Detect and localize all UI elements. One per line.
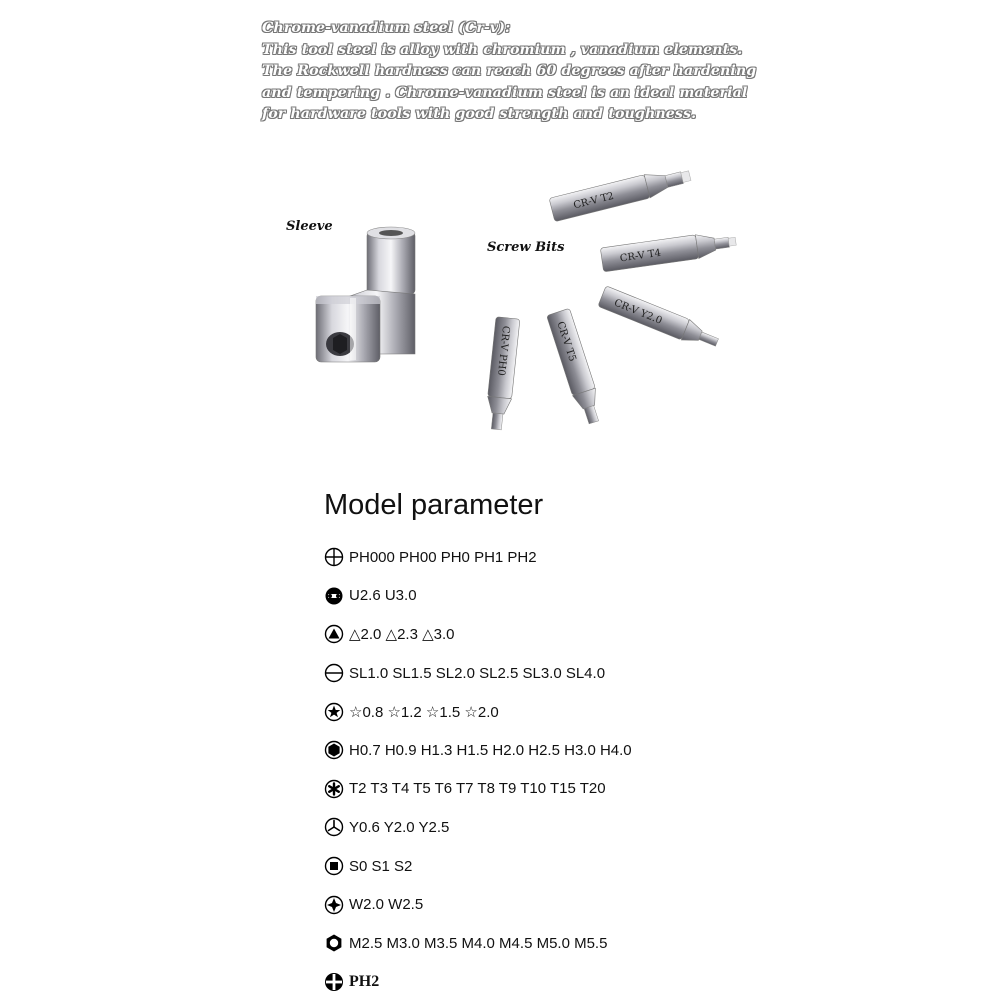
model-parameter-section	[324, 488, 824, 1001]
intro-line: Chrome-vanadium steel (Cr-v):	[262, 20, 511, 36]
intro-line: and tempering . Chrome-vanadium steel is an ideal material	[262, 84, 748, 101]
screw-bit-y2	[598, 286, 721, 353]
param-values: SL1.0 SL1.5 SL2.0 SL2.5 SL3.0 SL4.0	[349, 664, 606, 682]
intro-line: The Rockwell hardness can reach 60 degrees after hardening	[262, 63, 757, 79]
square-icon	[324, 856, 344, 876]
screw-bit-ph0	[484, 317, 520, 431]
phillips-icon	[324, 547, 344, 567]
triangle-icon	[324, 624, 344, 644]
param-values: U2.6 U3.0	[349, 587, 417, 605]
param-row-u-type	[324, 577, 824, 616]
bit-engraving: CR-V T2	[572, 190, 616, 212]
screw-bits-label: Screw Bits	[487, 240, 565, 255]
slotted-icon	[324, 663, 344, 683]
tri-wing-icon	[324, 817, 344, 837]
param-row-torx	[324, 770, 824, 809]
pentalobe-icon	[324, 702, 344, 722]
torx-icon	[324, 779, 344, 799]
param-row-hex	[324, 731, 824, 770]
four-wing-icon	[324, 895, 344, 915]
intro-line: This tool steel is alloy with chromium , vanadium elements.	[262, 41, 743, 58]
screw-bit-t2	[549, 164, 693, 222]
param-values: T2 T3 T4 T5 T6 T7 T8 T9 T10 T15 T20	[349, 780, 606, 798]
bit-engraving: CR-V T4	[619, 247, 662, 265]
screw-bit-t4	[600, 229, 737, 272]
param-row-phillips	[324, 538, 824, 577]
param-values: H0.7 H0.9 H1.3 H1.5 H2.0 H2.5 H3.0 H4.0	[349, 741, 632, 759]
param-values: △2.0 △2.3 △3.0	[349, 626, 455, 644]
product-photo	[0, 0, 1000, 460]
param-row-ph2	[324, 963, 824, 1001]
param-row-hex-socket	[324, 924, 824, 963]
section-title: Model parameter	[324, 489, 544, 521]
sleeve-label: Sleeve	[286, 219, 333, 234]
param-values: M2.5 M3.0 M3.5 M4.0 M4.5 M5.0 M5.5	[349, 934, 608, 952]
param-row-square	[324, 847, 824, 886]
param-row-pentalobe	[324, 692, 824, 731]
bit-engraving: CR-V T5	[554, 320, 578, 363]
bit-engraving: CR-V Y2.0	[612, 297, 664, 327]
param-values: S0 S1 S2	[349, 857, 413, 875]
param-values: PH2	[349, 972, 380, 990]
screw-bit-t5	[547, 308, 606, 426]
param-row-triangle	[324, 615, 824, 654]
param-values: W2.0 W2.5	[349, 896, 424, 914]
param-values: Y0.6 Y2.0 Y2.5	[349, 818, 450, 836]
bit-engraving: CR-V PH0	[494, 325, 512, 377]
hex-icon	[324, 740, 344, 760]
param-row-tri-wing	[324, 808, 824, 847]
hex-socket-icon	[324, 933, 344, 953]
ph-cross-icon	[324, 972, 344, 992]
param-row-four-wing	[324, 885, 824, 924]
intro-line: for hardware tools with good strength and toughness.	[262, 106, 697, 122]
param-values: ☆0.8 ☆1.2 ☆1.5 ☆2.0	[349, 703, 499, 721]
param-row-slotted	[324, 654, 824, 693]
u-type-icon	[324, 586, 344, 606]
param-values: PH000 PH00 PH0 PH1 PH2	[349, 548, 537, 566]
sleeve-socket	[316, 227, 415, 362]
